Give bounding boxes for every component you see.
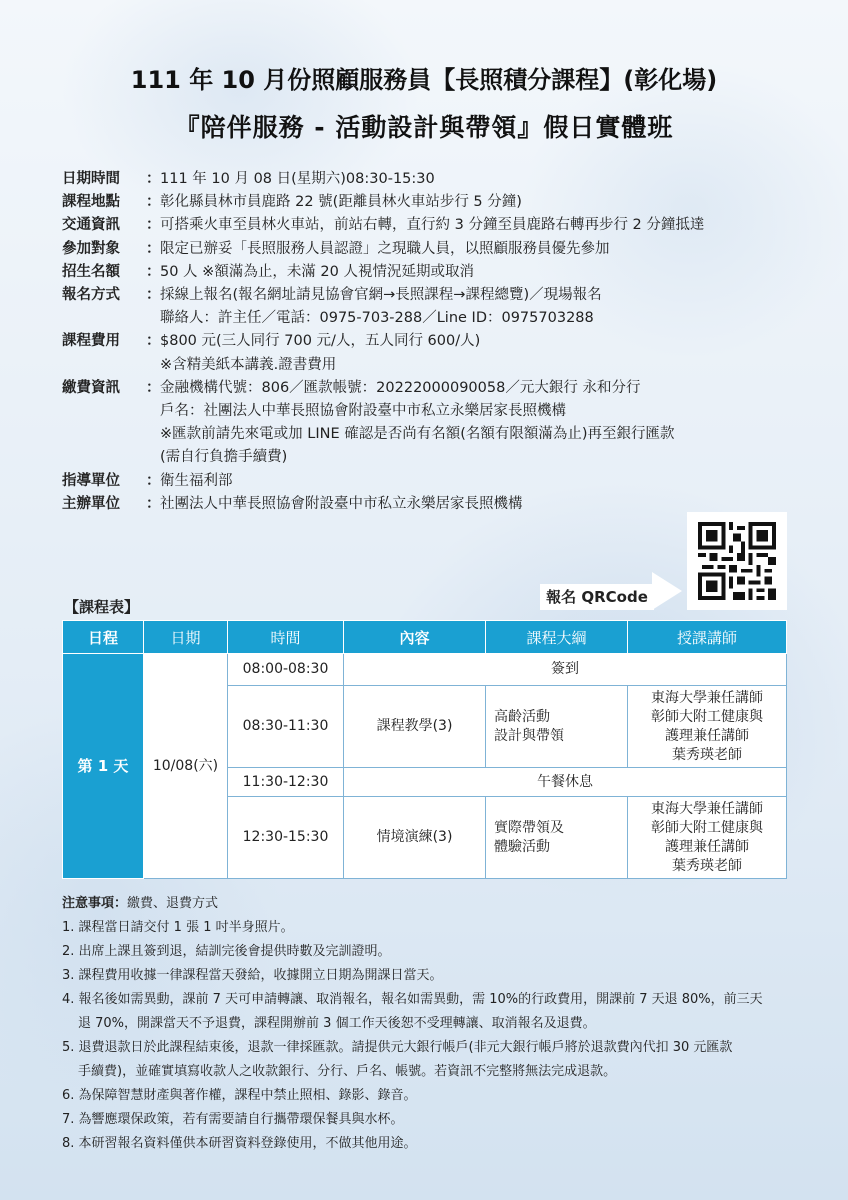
page-subtitle: 『陪伴服務 - 活動設計與帶領』假日實體班 [174,113,674,142]
teacher-cell: 東海大學兼任講師 彰師大附工健康與 護理兼任講師 葉秀瑛老師 [628,686,787,768]
note-item: 1. 課程當日請交付 1 張 1 吋半身照片。 [62,920,294,935]
column-header: 內容 [344,621,486,654]
info-label: 招生名額 [62,263,120,280]
info-label: 課程費用 [62,333,120,350]
day-cell: 第 1 天 [63,654,144,879]
info-label: 繳費資訊 [62,379,120,396]
notes-heading: 注意事項：繳費、退費方式 [62,896,219,911]
info-fee-note: ※含精美紙本講義.證書費用 [160,356,337,373]
info-fee: 課程費用 ： $800 元(三人同行 700 元/人，五人同行 600/人) [62,330,822,353]
note-item: 7. 為響應環保政策，若有需要請自行攜帶環保餐具與水杯。 [62,1112,404,1127]
info-payment: 繳費資訊 ： 金融機構代號：806／匯款帳號：20222000090058／元大銀行 永和分行 [62,377,822,400]
content-cell: 情境演練(3) [344,797,486,879]
qr-pointer [652,572,682,610]
info-value: 限定已辦妥「長照服務人員認證」之現職人員，以照顧服務員優先參加 [160,240,610,257]
qr-code[interactable] [687,512,787,610]
column-header: 時間 [228,621,344,654]
column-header: 日程 [63,621,144,654]
course-info [62,168,822,516]
info-payment-note: ※匯款前請先來電或加 LINE 確認是否尚有名額(名額有限額滿為止)再至銀行匯款 [160,426,675,443]
time-cell: 08:00-08:30 [228,654,344,686]
info-label: 課程地點 [62,194,120,211]
notes-section [62,892,802,1156]
table-row [63,654,787,686]
content-cell: 午餐休息 [344,768,787,797]
info-label: 交通資訊 [62,217,120,234]
qr-label: 報名 QRCode [540,584,654,610]
note-item: 8. 本研習報名資料僅供本研習資料登錄使用，不做其他用途。 [62,1136,417,1151]
info-value: $800 元(三人同行 700 元/人，五人同行 600/人) [160,333,481,350]
table-header-row [63,621,787,654]
info-contact: 聯絡人：許主任／電話：0975-703-288／Line ID：0975703288 [160,310,594,327]
note-item: 6. 為保障智慧財產與著作權，課程中禁止照相、錄影、錄音。 [62,1088,417,1103]
time-cell: 11:30-12:30 [228,768,344,797]
info-payment-note: (需自行負擔手續費) [160,449,288,466]
date-cell: 10/08(六) [144,654,228,879]
schedule-table [62,620,787,879]
info-register: 報名方式 ： 採線上報名(報名網址請見協會官網→長照課程→課程總覽)／現場報名 [62,284,822,307]
note-item: 4. 報名後如需異動，課前 7 天可申請轉讓、取消報名，報名如需異動，需 10%的行政費用，開課前 7 天退 80%，前三天 [62,992,763,1007]
note-item: 3. 課程費用收據一律課程當天發給，收據開立日期為開課日當天。 [62,968,443,983]
info-guide: 指導單位 ： 衛生福利部 [62,470,822,493]
info-date: 日期時間 ： 111 年 10 月 08 日(星期六)08:30-15:30 [62,168,822,191]
content-cell: 簽到 [344,654,787,686]
schedule-title: 【課程表】 [64,598,140,616]
outline-cell: 實際帶領及 體驗活動 [486,797,628,879]
note-item: 5. 退費退款日於此課程結束後，退款一律採匯款。請提供元大銀行帳戶(非元大銀行帳戶將於退款費內代扣 30 元匯款 [62,1040,733,1055]
info-account: 戶名：社團法人中華長照協會附設臺中市私立永樂居家長照機構 [160,403,566,420]
column-header: 日期 [144,621,228,654]
info-place: 課程地點 ： 彰化縣員林市員鹿路 22 號(距離員林火車站步行 5 分鐘) [62,191,822,214]
note-item-continued: 手續費)，並確實填寫收款人之收款銀行、分行、戶名、帳號。若資訊不完整將無法完成退款。 [78,1064,617,1079]
note-item-continued: 退 70%，開課當天不予退費，課程開辦前 3 個工作天後恕不受理轉讓、取消報名及退費。 [78,1016,596,1031]
info-value: 彰化縣員林市員鹿路 22 號(距離員林火車站步行 5 分鐘) [160,194,522,211]
info-label: 報名方式 [62,287,120,304]
info-host: 主辦單位 ： 社團法人中華長照協會附設臺中市私立永樂居家長照機構 [62,493,822,516]
info-quota: 招生名額 ： 50 人 ※額滿為止，未滿 20 人視情況延期或取消 [62,261,822,284]
info-value: 採線上報名(報名網址請見協會官網→長照課程→課程總覽)／現場報名 [160,287,602,304]
info-label: 指導單位 [62,472,120,489]
info-label: 日期時間 [62,171,120,187]
info-label: 參加對象 [62,240,120,257]
time-cell: 08:30-11:30 [228,686,344,768]
teacher-cell: 東海大學兼任講師 彰師大附工健康與 護理兼任講師 葉秀瑛老師 [628,797,787,879]
column-header: 課程大綱 [486,621,628,654]
info-value: 可搭乘火車至員林火車站，前站右轉，直行約 3 分鐘至員鹿路右轉再步行 2 分鐘抵達 [160,217,705,234]
info-label: 主辦單位 [62,495,120,512]
note-item: 2. 出席上課且簽到退，結訓完後會提供時數及完訓證明。 [62,944,391,959]
content-cell: 課程教學(3) [344,686,486,768]
column-header: 授課講師 [628,621,787,654]
info-value: 衛生福利部 [160,472,233,489]
info-value: 111 年 10 月 08 日(星期六)08:30-15:30 [160,171,435,187]
info-target: 參加對象 ： 限定已辦妥「長照服務人員認證」之現職人員，以照顧服務員優先參加 [62,238,822,261]
time-cell: 12:30-15:30 [228,797,344,879]
info-value: 50 人 ※額滿為止，未滿 20 人視情況延期或取消 [160,263,474,280]
info-value: 社團法人中華長照協會附設臺中市私立永樂居家長照機構 [160,495,523,512]
info-traffic: 交通資訊 ： 可搭乘火車至員林火車站，前站右轉，直行約 3 分鐘至員鹿路右轉再步行 2 分鐘抵達 [62,214,822,237]
page-title: 111 年 10 月份照顧服務員【長照積分課程】(彰化場) [130,66,718,94]
outline-cell: 高齡活動 設計與帶領 [486,686,628,768]
info-value: 金融機構代號：806／匯款帳號：20222000090058／元大銀行 永和分行 [160,379,641,396]
qrcode-icon [697,522,777,600]
